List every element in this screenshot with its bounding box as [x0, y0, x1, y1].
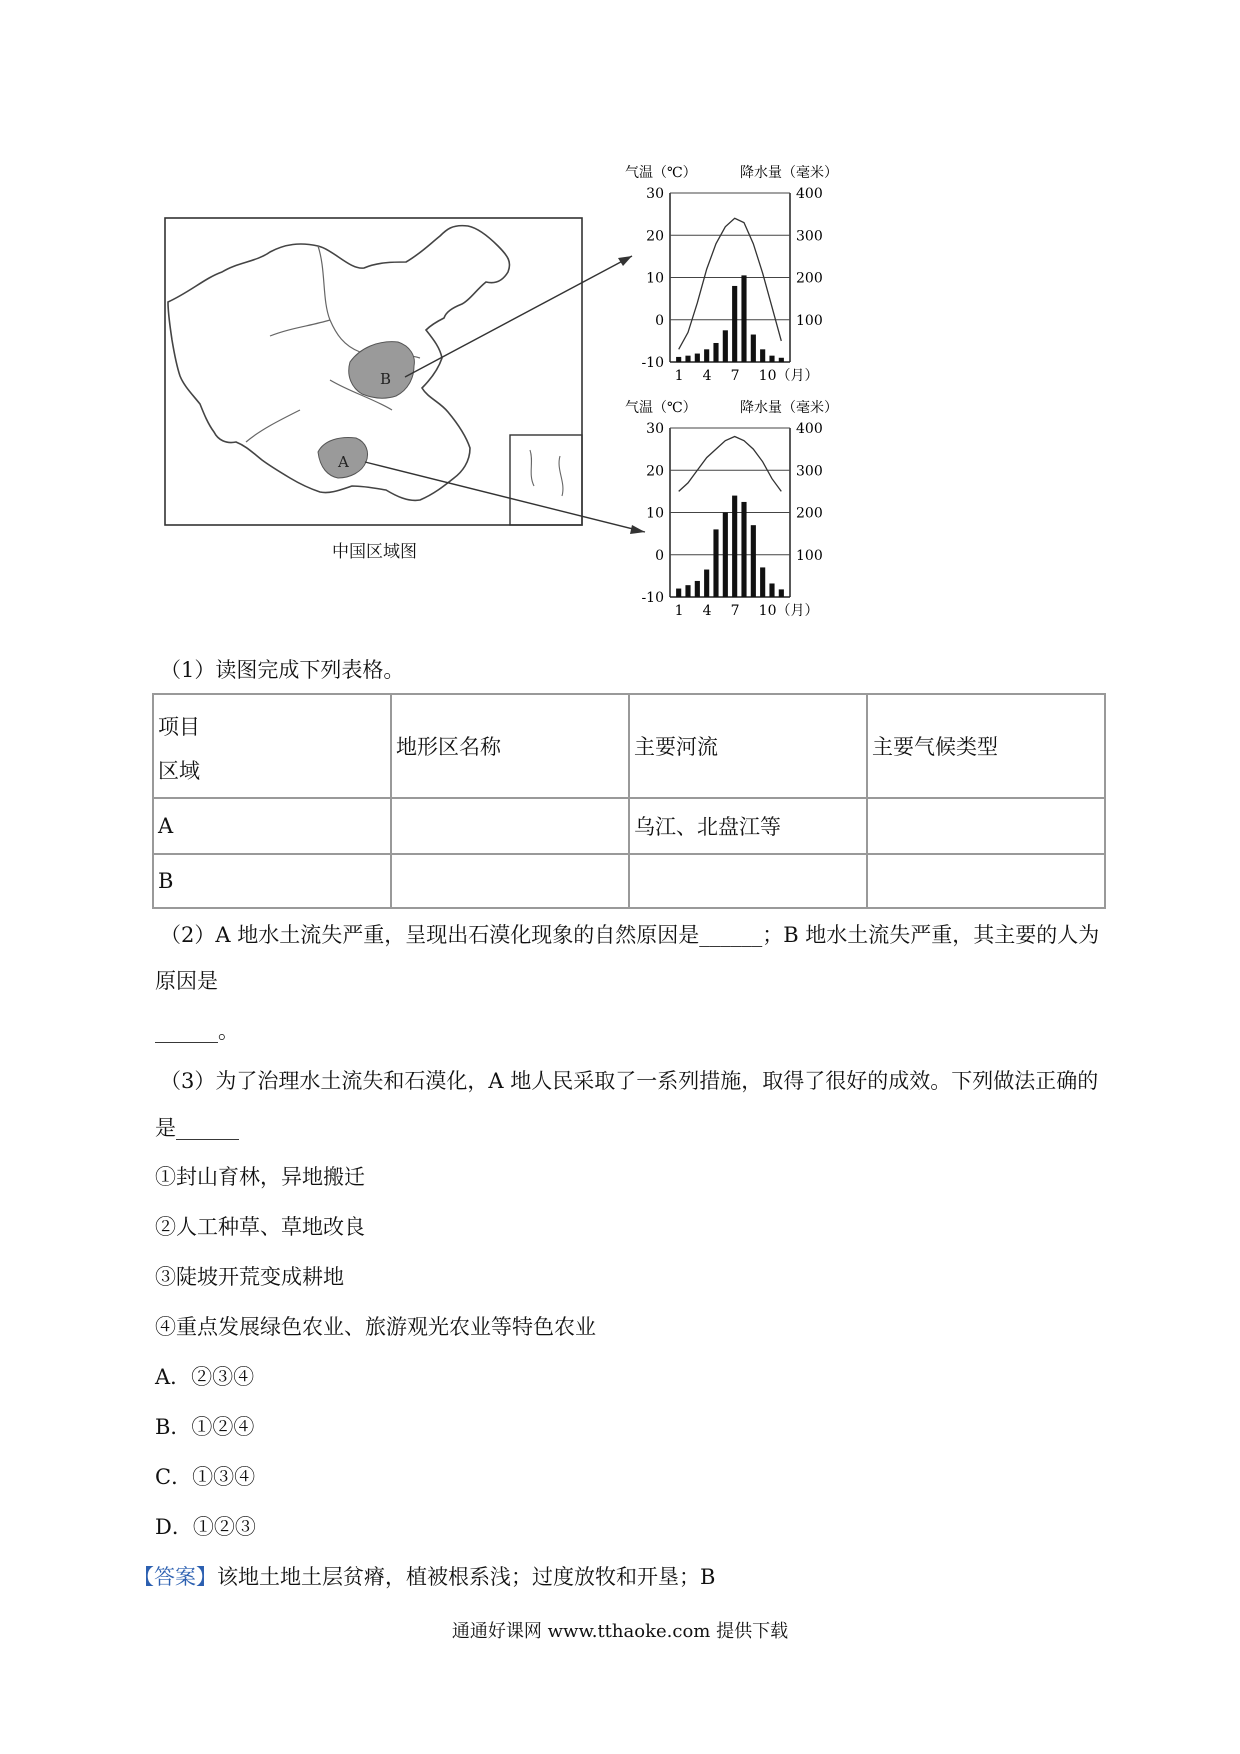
chart-b-precip-bar	[769, 356, 774, 362]
map-caption: 中国区域图	[332, 542, 417, 562]
chart-a-right-tick: 300	[796, 463, 823, 480]
chart-a-right-tick: 400	[796, 421, 823, 437]
chart-b-precip-bar	[760, 349, 765, 362]
chart-b-x-tick: 7	[730, 368, 740, 384]
chart-b-precip-bar	[732, 286, 737, 362]
chart-a-x-tick: 7	[730, 603, 740, 619]
chart-b-left-tick: -10	[641, 355, 664, 371]
chart-a-left-tick: 0	[655, 547, 664, 564]
chart-a-precip-bar	[732, 496, 737, 597]
chart-a-left-tick: 10	[646, 505, 664, 522]
chart-b-x-tick: 4	[702, 368, 712, 384]
chart-b-left-tick: 20	[646, 228, 664, 245]
q3-option-4: ④重点发展绿色农业、旅游观光农业等特色农业	[155, 1315, 596, 1339]
chart-b-left-tick: 10	[646, 270, 664, 287]
q3-choice-d[interactable]: D．①②③	[155, 1515, 256, 1539]
chart-a-precip-bar	[760, 567, 765, 597]
chart-a-left-tick: 30	[646, 421, 664, 437]
chart-a-precip-bar	[779, 589, 784, 597]
answer-tag: 【答案】	[133, 1565, 217, 1589]
chart-b-precip-bar	[685, 356, 690, 362]
chart-b-precip-bar	[704, 349, 709, 362]
page-footer: 通通好课网 www.tthaoke.com 提供下载	[451, 1621, 789, 1642]
q3-option-1: ①封山育林，异地搬迁	[155, 1165, 365, 1189]
chart-b-precip-bar	[779, 358, 784, 362]
chart-a-precip-bar	[695, 581, 700, 597]
chart-a-ylabel-left: 气温（℃）	[625, 400, 697, 416]
q3-choice-c[interactable]: C．①③④	[155, 1465, 256, 1489]
chart-b-x-tick: 10（月）	[758, 368, 819, 384]
q1-prompt: （1）读图完成下列表格。	[160, 658, 405, 682]
chart-a-right-tick: 200	[796, 505, 823, 522]
answer-table	[152, 693, 1106, 909]
row-a-climate[interactable]	[867, 798, 1105, 854]
chart-a-precip-bar	[713, 529, 718, 597]
q2-line1: （2）A 地水土流失严重，呈现出石漠化现象的自然原因是______；B 地水土流失严重，其主要的人为	[160, 923, 1100, 947]
chart-b-precip-bar	[695, 354, 700, 362]
header-climate: 主要气候类型	[867, 694, 1105, 798]
chart-a-right-tick: 100	[796, 547, 823, 564]
chart-b-right-tick: 200	[796, 270, 823, 287]
chart-a-left-tick: -10	[641, 590, 664, 606]
arrow-b	[405, 256, 632, 377]
figure	[0, 0, 1240, 640]
chart-b-precip-bar	[751, 335, 756, 362]
row-a-river: 乌江、北盘江等	[629, 798, 867, 854]
chart-a-precip-bar	[751, 525, 756, 597]
chart-b-right-tick: 400	[796, 186, 823, 202]
chart-b-right-tick: 100	[796, 312, 823, 329]
q3-line2: 是______	[155, 1116, 239, 1140]
chart-a-x-tick: 4	[702, 603, 712, 619]
row-b-landform[interactable]	[391, 854, 629, 908]
south-sea-inset	[510, 435, 582, 525]
chart-a-precip-bar	[685, 585, 690, 597]
chart-b-x-tick: 1	[674, 368, 684, 384]
chart-a-precip-bar	[704, 570, 709, 597]
header-landform: 地形区名称	[391, 694, 629, 798]
chart-a-x-tick: 1	[674, 603, 684, 619]
chart-b-precip-bar	[676, 357, 681, 362]
chart-a-x-tick: 10（月）	[758, 603, 819, 619]
chart-a-precip-bar	[723, 513, 728, 598]
row-a-label: A	[153, 798, 391, 854]
q2-line2: 原因是	[155, 969, 218, 993]
q3-choice-b[interactable]: B．①②④	[155, 1415, 255, 1439]
chart-b-right-tick: 300	[796, 228, 823, 245]
chart-b-precip-bar	[723, 330, 728, 362]
header-region: 区域	[158, 759, 200, 783]
row-a-landform[interactable]	[391, 798, 629, 854]
chart-a-temp-line	[679, 437, 782, 492]
chart-b-left-tick: 0	[655, 312, 664, 329]
row-b-river[interactable]	[629, 854, 867, 908]
chart-b-temp-line	[679, 218, 782, 349]
header-river: 主要河流	[629, 694, 867, 798]
chart-b-precip-bar	[713, 343, 718, 362]
chart-a-precip-bar	[769, 583, 774, 597]
q3-line1: （3）为了治理水土流失和石漠化，A 地人民采取了一系列措施，取得了很好的成效。下列做法正确的	[160, 1069, 1099, 1093]
row-b-label: B	[153, 854, 391, 908]
table-header-corner	[153, 694, 391, 798]
answer-line	[133, 1563, 715, 1591]
chart-b-ylabel-left: 气温（℃）	[625, 165, 697, 181]
chart-b-left-tick: 30	[646, 186, 664, 202]
q3-option-3: ③陡坡开荒变成耕地	[155, 1265, 344, 1289]
row-b-climate[interactable]	[867, 854, 1105, 908]
chart-a-precip-bar	[676, 589, 681, 597]
region-a-label: A	[338, 453, 349, 471]
header-item: 项目	[158, 715, 200, 739]
chart-a-ylabel-right: 降水量（毫米）	[740, 400, 838, 416]
chart-a-left-tick: 20	[646, 463, 664, 480]
climate-chart-a	[625, 399, 838, 619]
climate-chart-b	[625, 164, 838, 384]
q2-line3: ______。	[155, 1019, 239, 1043]
answer-text: 该地土地土层贫瘠，植被根系浅；过度放牧和开垦；B	[217, 1565, 716, 1589]
chart-a-precip-bar	[741, 502, 746, 597]
chart-b-precip-bar	[741, 275, 746, 362]
arrow-a	[365, 462, 645, 532]
q3-choice-a[interactable]: A．②③④	[155, 1365, 255, 1389]
chart-b-ylabel-right: 降水量（毫米）	[740, 165, 838, 181]
q3-option-2: ②人工种草、草地改良	[155, 1215, 365, 1239]
region-b-label: B	[380, 370, 392, 388]
